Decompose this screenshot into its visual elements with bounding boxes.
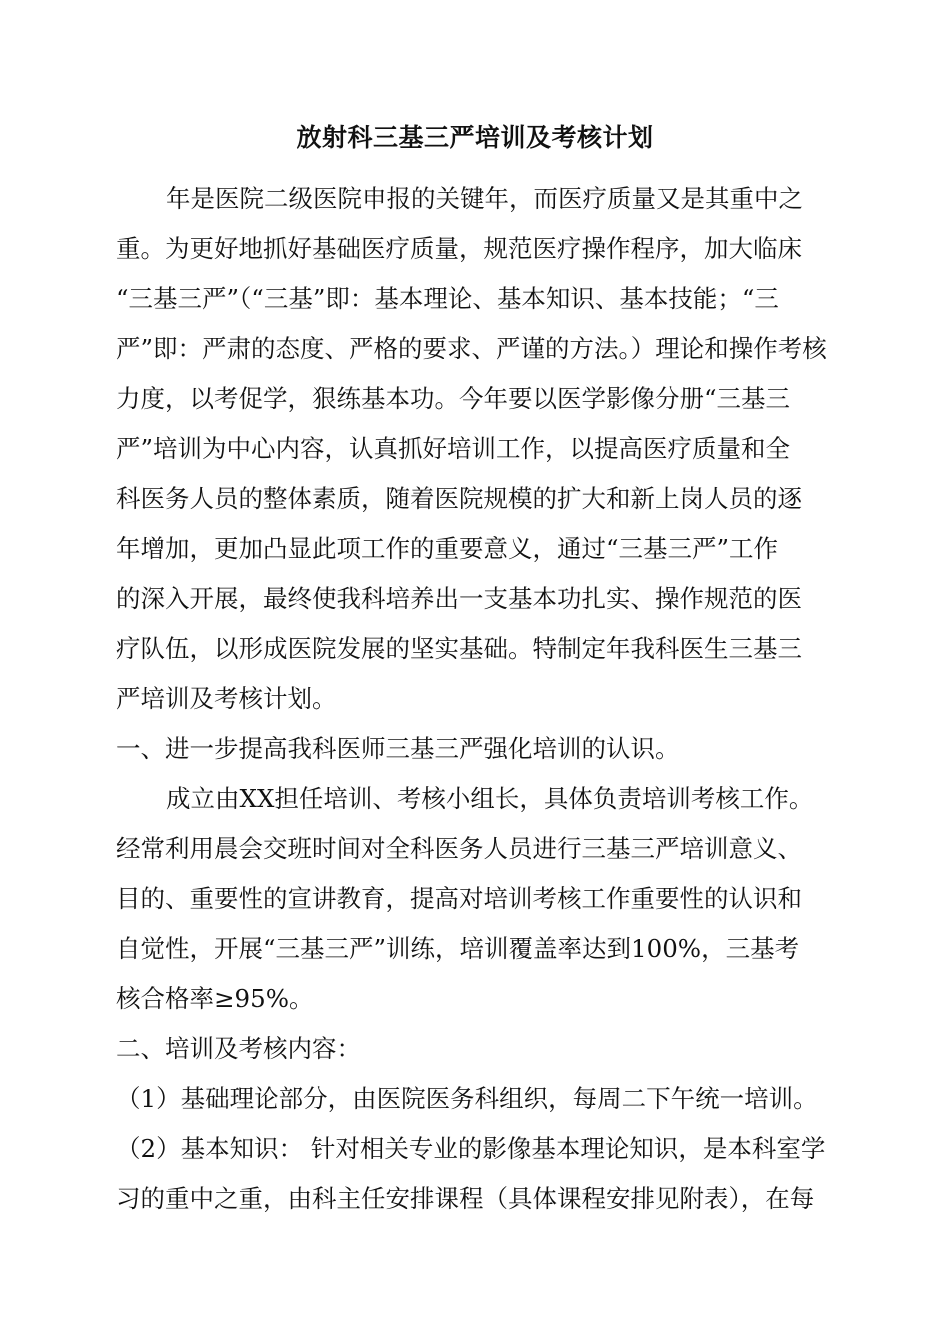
- section-1-line-1: 成立由XX担任培训、考核小组长，具体负责培训考核工作。: [166, 784, 814, 813]
- section-heading-2: 二、培训及考核内容：: [116, 1034, 361, 1063]
- section-1-line-4: 自觉性，开展“三基三严”训练，培训覆盖率达到100%，三基考: [116, 934, 800, 963]
- section-1-line-2: 经常利用晨会交班时间对全科医务人员进行三基三严培训意义、: [116, 834, 802, 863]
- paragraph-intro-line-1: 年是医院二级医院申报的关键年，而医疗质量又是其重中之: [166, 184, 803, 213]
- paragraph-intro-line-9: 的深入开展，最终使我科培养出一支基本功扎实、操作规范的医: [116, 584, 802, 613]
- section-2-item-2-line-1: （2）基本知识： 针对相关专业的影像基本理论知识，是本科室学: [116, 1134, 826, 1163]
- paragraph-intro-line-4: 严”即：严肃的态度、严格的要求、严谨的方法。）理论和操作考核: [116, 334, 827, 363]
- paragraph-intro-line-7: 科医务人员的整体素质，随着医院规模的扩大和新上岗人员的逐: [116, 484, 802, 513]
- paragraph-intro-line-8: 年增加，更加凸显此项工作的重要意义，通过“三基三严”工作: [116, 534, 779, 563]
- section-1-line-3: 目的、重要性的宣讲教育，提高对培训考核工作重要性的认识和: [116, 884, 802, 913]
- paragraph-intro-line-11: 严培训及考核计划。: [116, 684, 337, 713]
- paragraph-intro-line-2: 重。为更好地抓好基础医疗质量，规范医疗操作程序，加大临床: [116, 234, 802, 263]
- section-heading-1: 一、进一步提高我科医师三基三严强化培训的认识。: [116, 734, 680, 763]
- paragraph-intro-line-3: “三基三严”（“三基”即：基本理论、基本知识、基本技能；“三: [116, 284, 779, 313]
- section-2-item-2-line-2: 习的重中之重，由科主任安排课程（具体课程安排见附表），在每: [116, 1184, 815, 1213]
- section-2-item-1: （1）基础理论部分，由医院医务科组织，每周二下午统一培训。: [116, 1084, 818, 1113]
- section-1-line-5: 核合格率≥95%。: [116, 984, 314, 1013]
- document-title: 放射科三基三严培训及考核计划: [296, 123, 654, 152]
- paragraph-intro-line-6: 严”培训为中心内容，认真抓好培训工作，以提高医疗质量和全: [116, 434, 791, 463]
- paragraph-intro-line-5: 力度，以考促学，狠练基本功。今年要以医学影像分册“三基三: [116, 384, 791, 413]
- paragraph-intro-line-10: 疗队伍，以形成医院发展的坚实基础。特制定年我科医生三基三: [116, 634, 802, 663]
